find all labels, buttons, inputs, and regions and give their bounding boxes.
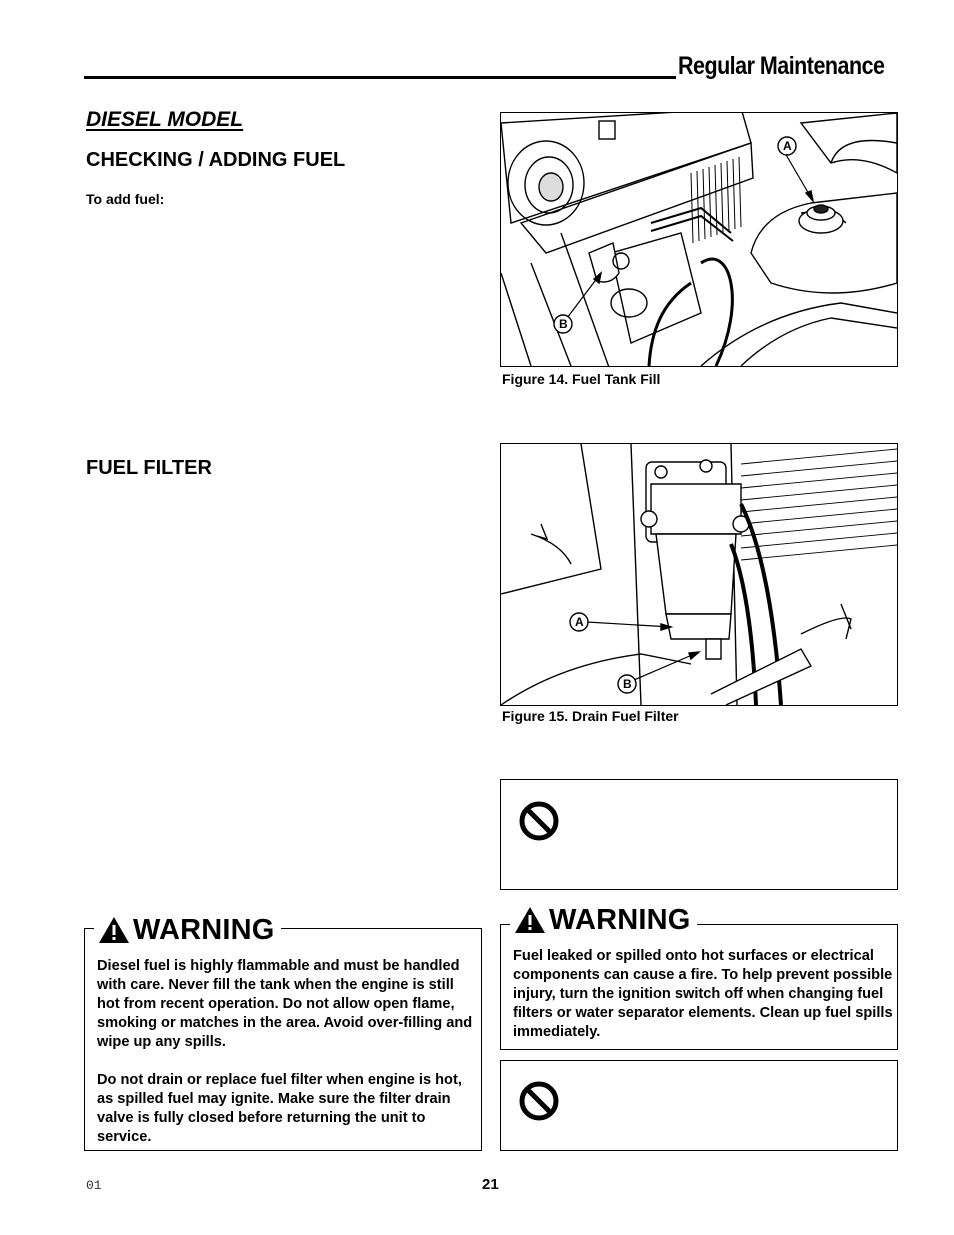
prohibition-icon bbox=[518, 1080, 560, 1122]
warning-paragraph: Fuel leaked or spilled onto hot surfaces or electrical components can cause a fire. To help prevent possible injury, turn the ignition switch off when changing fuel filters or water separator elements. Clean up fuel spills immediately. bbox=[513, 948, 893, 1040]
warning-title: WARNING bbox=[133, 913, 275, 946]
warning-paragraph: Do not drain or replace fuel filter when engine is hot, as spilled fuel may ignite. Make sure the filter drain valve is fully closed before returning the unit to service. bbox=[97, 1072, 462, 1145]
callout-a-label: A bbox=[783, 139, 792, 153]
warning-paragraph: Diesel fuel is highly flammable and must be handled with care. Never fill the tank when the engine is still hot from recent operation. Do not allow open flame, smoking or matches in the area. Avoid over-filling and wipe up any spills. bbox=[97, 958, 473, 1050]
prohibition-notice-box bbox=[500, 779, 898, 890]
warning-triangle-icon bbox=[514, 905, 546, 935]
warning-text-right bbox=[513, 947, 893, 1061]
header-rule bbox=[84, 76, 676, 79]
fuel-filter-heading: FUEL FILTER bbox=[86, 457, 212, 479]
page-header-title: Regular Maintenance bbox=[678, 52, 885, 80]
warning-header-left bbox=[94, 912, 281, 948]
figure-15-caption: Figure 15. Drain Fuel Filter bbox=[502, 708, 679, 724]
callout-b-label: B bbox=[559, 317, 568, 331]
warning-triangle-icon bbox=[98, 915, 130, 945]
figure-drain-fuel-filter bbox=[500, 443, 898, 706]
add-fuel-label: To add fuel: bbox=[86, 191, 165, 207]
callout-a-label: A bbox=[575, 615, 584, 629]
warning-header-right bbox=[510, 902, 697, 938]
page-number: 21 bbox=[482, 1176, 499, 1193]
warning-title: WARNING bbox=[549, 903, 691, 936]
checking-fuel-heading: CHECKING / ADDING FUEL bbox=[86, 149, 346, 171]
fuel-filter-illustration bbox=[501, 444, 897, 705]
figure-14-caption: Figure 14. Fuel Tank Fill bbox=[502, 371, 661, 387]
model-heading: DIESEL MODEL bbox=[86, 108, 244, 131]
callout-b-label: B bbox=[623, 677, 632, 691]
footer-code: 01 bbox=[86, 1178, 102, 1193]
warning-text-left bbox=[97, 957, 477, 1166]
prohibition-notice-box bbox=[500, 1060, 898, 1151]
figure-fuel-tank-fill bbox=[500, 112, 898, 367]
prohibition-icon bbox=[518, 800, 560, 842]
